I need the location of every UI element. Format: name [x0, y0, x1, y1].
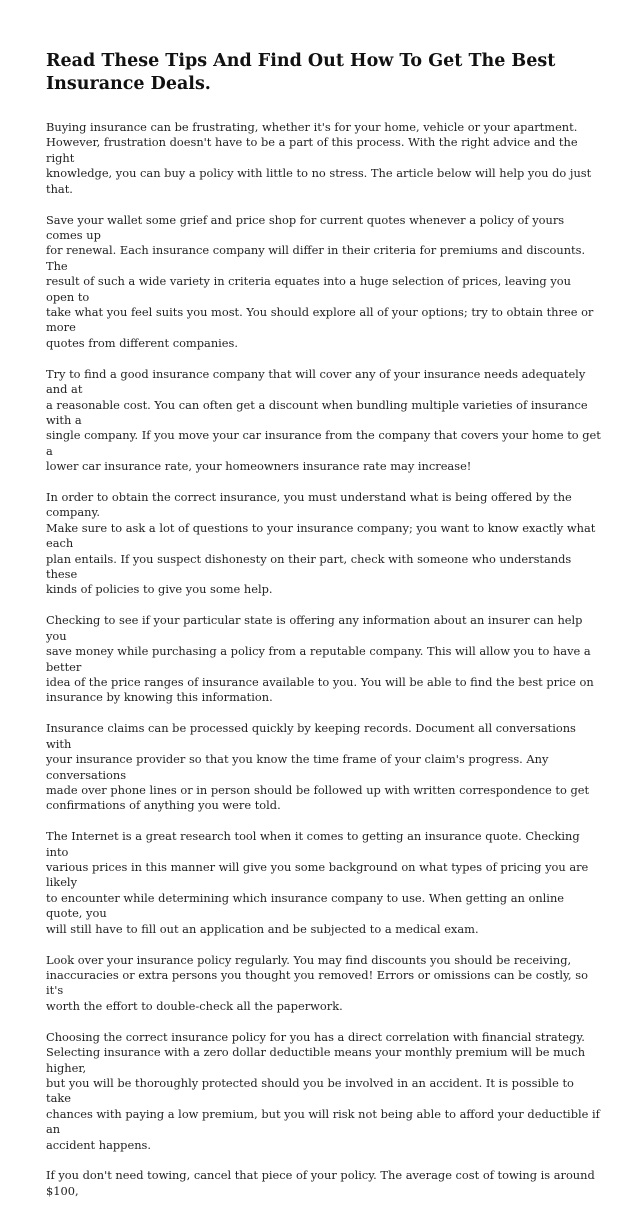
paragraph-7: The Internet is a great research tool when it comes to getting an insurance quote. Checking into various prices in this manner will give you some background on what types of pricing you are likely to encounter while determining which insurance company to use. When getting an online quote, you will still have to fill out an application and be subjected to a medical exam. — [46, 829, 589, 936]
paragraph-3: Try to find a good insurance company that will cover any of your insurance needs adequately and at a reasonable cost. You can often get a discount when bundling multiple varieties of insurance with a single company. If you move your car insurance from the company that covers your home to get a lower car insurance rate, your homeowners insurance rate may increase! — [46, 366, 601, 474]
paragraph-2: Save your wallet some grief and price shop for current quotes whenever a policy of yours comes up for renewal. Each insurance company will differ in their criteria for premiums and discounts. The result of such a wide variety in criteria equates into a huge selection of prices, leaving you open to take what you feel suits you most. You should explore all of your options; try to obtain three or more quotes from different companies. — [46, 212, 594, 350]
paragraph-8: Look over your insurance policy regularly. You may find discounts you should be receiving, inaccuracies or extra persons you thought you removed! Errors or omissions can be costly, so it's worth the effort to double-check all the paperwork. — [46, 952, 588, 1013]
paragraph-10: If you don't need towing, cancel that piece of your policy. The average cost of towing is around $100, — [46, 1168, 595, 1198]
page-title: Read These Tips And Find Out How To Get The Best Insurance Deals. — [46, 51, 556, 94]
document-page — [46, 50, 602, 1215]
paragraph-1: Buying insurance can be frustrating, whether it's for your home, vehicle or your apartment. However, frustration doesn't have to be a part of this process. With the right advice and the right knowledge, you can buy a policy with little to no stress. The article below will help you do just that. — [46, 120, 592, 196]
paragraph-9: Choosing the correct insurance policy for you has a direct correlation with financial strategy. Selecting insurance with a zero dollar deductible means your monthly premium will be much higher, but you will be thoroughly protected should you be involved in an accident. It is possible to take chances with paying a low premium, but you will risk not being able to afford your deductible if an accident happens. — [46, 1029, 600, 1152]
paragraph-4: In order to obtain the correct insurance, you must understand what is being offered by the company. Make sure to ask a lot of questions to your insurance company; you want to know exactly what each plan entails. If you suspect dishonesty on their part, check with someone who understands these kinds of policies to give you some help. — [46, 490, 596, 597]
paragraph-5: Checking to see if your particular state is offering any information about an insurer can help you save money while purchasing a policy from a reputable company. This will allow you to have a better idea of the price ranges of insurance available to you. You will be able to find the best price on insurance by knowing this information. — [46, 613, 594, 705]
paragraph-6: Insurance claims can be processed quickly by keeping records. Document all conversations with your insurance provider so that you know the time frame of your claim's progress. Any conversations made over phone lines or in person should be followed up with written correspondence to get confirmations of anything you were told. — [46, 721, 590, 813]
